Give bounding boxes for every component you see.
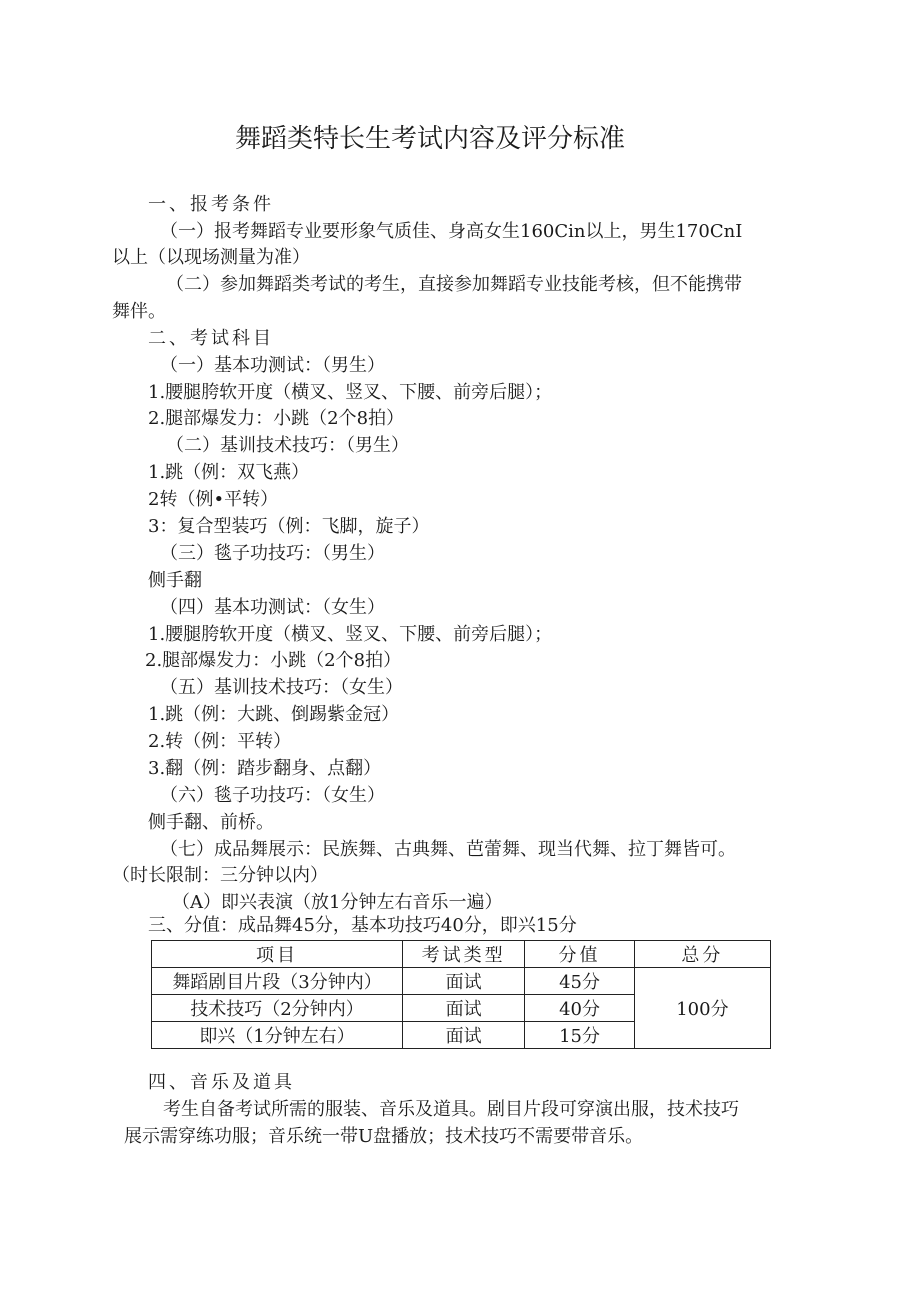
paragraph-line: 舞伴。: [112, 301, 166, 322]
table-cell: 面试: [403, 1022, 525, 1049]
list-item: （时长限制：三分钟以内）: [112, 865, 328, 886]
paragraph-line: 以上（以现场测量为准）: [112, 247, 310, 268]
table-cell: 15分: [525, 1022, 635, 1049]
table-header-cell: 总分: [634, 941, 770, 968]
score-table: [151, 940, 771, 1049]
list-item: （四）基本功测试：（女生）: [160, 597, 385, 618]
table-total-cell: 100分: [634, 968, 770, 1049]
section-heading-music-props: 四、音乐及道具: [148, 1072, 295, 1093]
paragraph-line: （一）报考舞蹈专业要形象气质佳、身高女生160Cin以上，男生170CnI: [160, 221, 743, 242]
list-item: 2.转（例：平转）: [148, 731, 292, 752]
table-header-cell: 分值: [525, 941, 635, 968]
table-header-cell: 项目: [152, 941, 403, 968]
table-header-cell: 考试类型: [403, 941, 525, 968]
table-cell: 技术技巧（2分钟内）: [152, 995, 403, 1022]
table-cell: 40分: [525, 995, 635, 1022]
table-cell: 即兴（1分钟左右）: [152, 1022, 403, 1049]
list-item: 3.翻（例：踏步翻身、点翻）: [148, 758, 382, 779]
list-item: （三）毯子功技巧：（男生）: [160, 543, 385, 564]
table-cell: 舞蹈剧目片段（3分钟内）: [152, 968, 403, 995]
table-cell: 45分: [525, 968, 635, 995]
list-item: 1.腰腿胯软开度（横叉、竖叉、下腰、前旁后腿）；: [148, 624, 553, 645]
section-heading-conditions: 一、报考条件: [148, 194, 274, 215]
list-item: 2转（例•平转）: [148, 489, 279, 510]
list-item: （六）毯子功技巧：（女生）: [160, 785, 385, 806]
section-heading-subjects: 二、考试科目: [148, 328, 274, 349]
table-row: [152, 968, 771, 995]
list-item: （二）基训技术技巧：（男生）: [166, 435, 409, 456]
paragraph-line: 展示需穿练功服；音乐统一带U盘播放；技术技巧不需要带音乐。: [124, 1126, 644, 1147]
table-cell: 面试: [403, 995, 525, 1022]
paragraph-line: 考生自备考试所需的服装、音乐及道具。剧目片段可穿演出服，技术技巧: [163, 1099, 739, 1120]
table-cell: 面试: [403, 968, 525, 995]
section-heading-scores: 三、分值：成品舞45分，基本功技巧40分，即兴15分: [148, 915, 577, 936]
list-item: 2.腿部爆发力：小跳（2个8拍）: [148, 408, 405, 429]
table-header-row: [152, 941, 771, 968]
list-item: （七）成品舞展示：民族舞、古典舞、芭蕾舞、现当代舞、拉丁舞皆可。: [160, 839, 736, 860]
list-item: 1.腰腿胯软开度（横叉、竖叉、下腰、前旁后腿）；: [148, 382, 553, 403]
document-title: 舞蹈类特长生考试内容及评分标准: [234, 124, 625, 154]
list-item: 1.跳（例：双飞燕）: [148, 462, 310, 483]
list-item: （五）基训技术技巧：（女生）: [160, 677, 403, 698]
list-item: （A）即兴表演（放1分钟左右音乐一遍）: [172, 892, 503, 913]
list-item: 3：复合型装巧（例：飞脚，旋子）: [148, 516, 430, 537]
list-item: 2.腿部爆发力：小跳（2个8拍）: [145, 650, 402, 671]
list-item: 侧手翻: [148, 570, 202, 591]
list-item: （一）基本功测试：（男生）: [160, 355, 385, 376]
list-item: 侧手翻、前桥。: [148, 812, 274, 833]
list-item: 1.跳（例：大跳、倒踢紫金冠）: [148, 704, 400, 725]
paragraph-line: （二）参加舞蹈类考试的考生，直接参加舞蹈专业技能考核，但不能携带: [166, 274, 742, 295]
